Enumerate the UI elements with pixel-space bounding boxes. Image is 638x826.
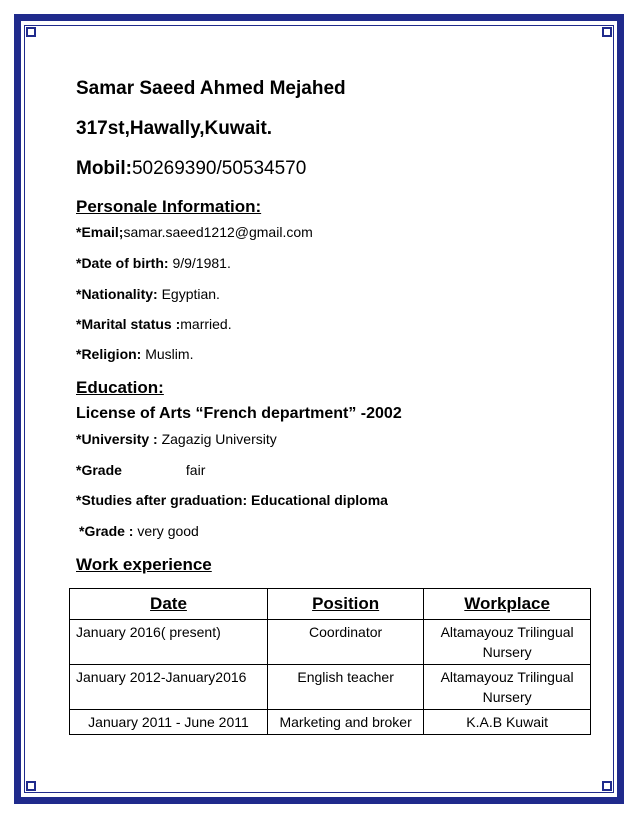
column-header-position: Position xyxy=(267,589,423,620)
dob-value: 9/9/1981. xyxy=(168,255,231,271)
corner-ornament xyxy=(602,27,612,37)
university-line xyxy=(76,431,277,447)
cell-date: January 2011 - June 2011 xyxy=(70,710,268,735)
grade-value: fair xyxy=(185,462,206,478)
studies-label: *Studies after graduation: Educational diploma xyxy=(76,492,388,508)
cell-position: English teacher xyxy=(267,665,423,710)
grade2-value: very good xyxy=(133,523,199,539)
religion-line xyxy=(76,346,193,362)
applicant-name: Samar Saeed Ahmed Mejahed xyxy=(76,78,346,99)
cell-workplace: Altamayouz Trilingual Nursery xyxy=(424,620,591,665)
cell-workplace: K.A.B Kuwait xyxy=(424,710,591,735)
email-value: samar.saeed1212@gmail.com xyxy=(123,224,313,240)
cell-date: January 2016( present) xyxy=(70,620,268,665)
table-header-row xyxy=(70,589,591,620)
column-header-workplace: Workplace xyxy=(424,589,591,620)
table-row xyxy=(70,620,591,665)
corner-ornament xyxy=(26,27,36,37)
religion-value: Muslim. xyxy=(141,346,194,362)
nationality-line xyxy=(76,286,220,302)
grade-line xyxy=(76,462,205,478)
grade-label: *Grade xyxy=(76,462,122,478)
university-label: *University : xyxy=(76,431,158,447)
address: 317st,Hawally,Kuwait. xyxy=(76,118,273,139)
email-line xyxy=(76,224,313,240)
corner-ornament xyxy=(26,781,36,791)
cell-workplace: Altamayouz Trilingual Nursery xyxy=(424,665,591,710)
corner-ornament xyxy=(602,781,612,791)
marital-value: married. xyxy=(180,316,232,332)
work-heading: Work experience xyxy=(76,555,212,574)
table-row xyxy=(70,665,591,710)
personal-heading: Personale Information: xyxy=(76,197,262,216)
grade2-line xyxy=(79,523,199,539)
dob-line xyxy=(76,255,231,271)
university-value: Zagazig University xyxy=(157,431,277,447)
degree: License of Arts “French department” -2002 xyxy=(76,405,402,422)
dob-label: *Date of birth: xyxy=(76,255,169,271)
education-heading: Education: xyxy=(76,378,164,397)
marital-line xyxy=(76,316,232,332)
column-header-date: Date xyxy=(70,589,268,620)
nationality-label: *Nationality: xyxy=(76,286,158,302)
mobile-line xyxy=(76,158,306,180)
nationality-value: Egyptian. xyxy=(157,286,220,302)
cell-position: Marketing and broker xyxy=(267,710,423,735)
cell-date: January 2012-January2016 xyxy=(70,665,268,710)
table-row xyxy=(70,710,591,735)
cell-position: Coordinator xyxy=(267,620,423,665)
religion-label: *Religion: xyxy=(76,346,142,362)
marital-label: *Marital status : xyxy=(76,316,181,332)
mobile-value: 50269390/50534570 xyxy=(131,158,307,179)
mobile-label: Mobil: xyxy=(76,158,132,179)
email-label: *Email; xyxy=(76,224,124,240)
studies-line xyxy=(76,492,388,508)
grade2-label: *Grade : xyxy=(79,523,134,539)
work-experience-table xyxy=(69,588,591,735)
